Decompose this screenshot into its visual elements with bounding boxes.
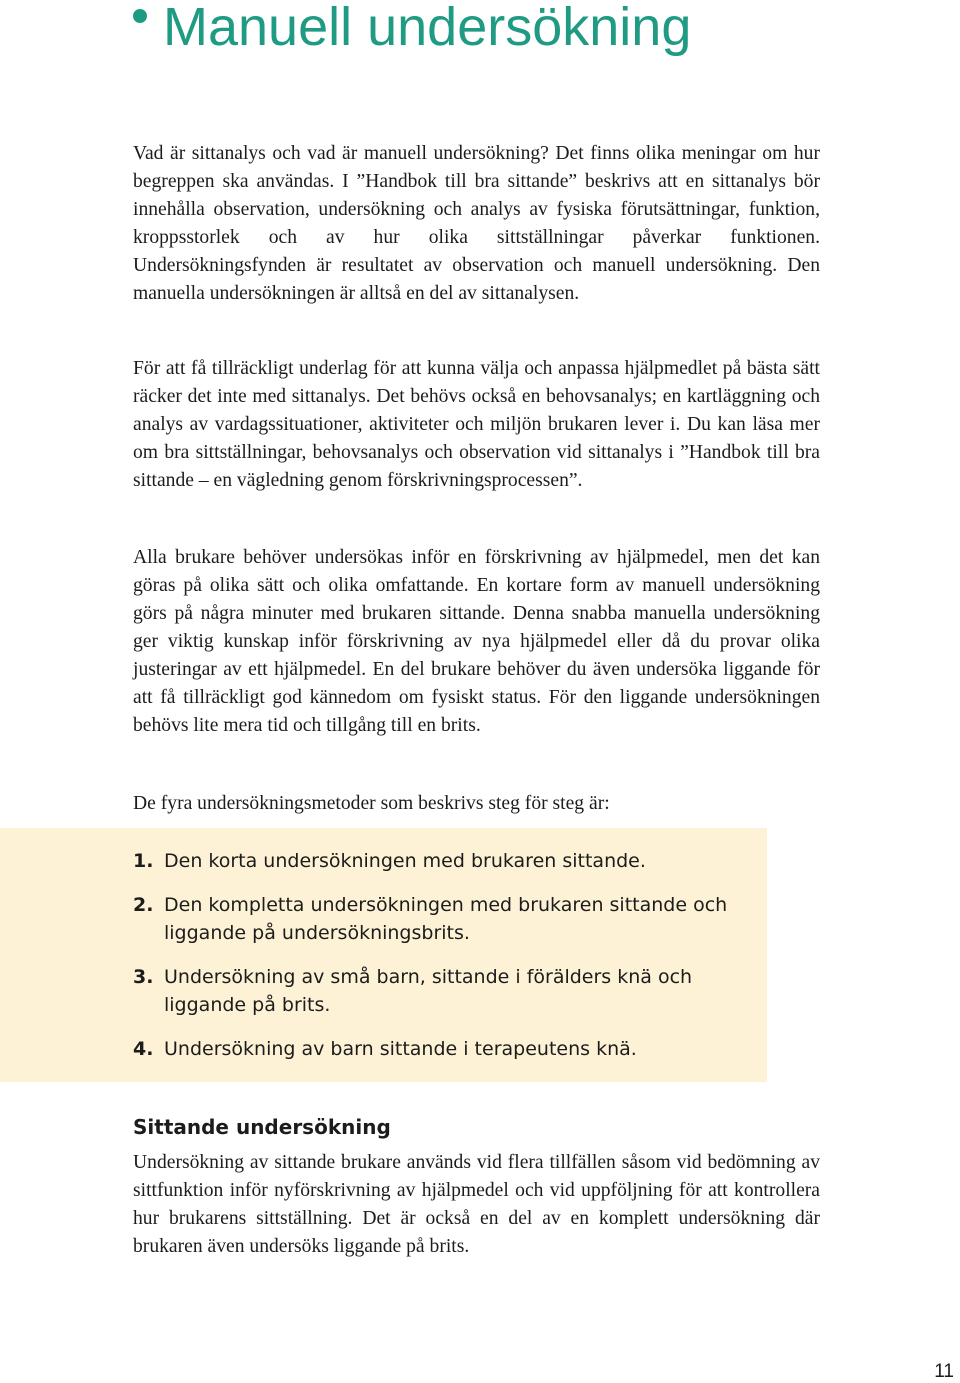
intro-paragraph: Vad är sittanalys och vad är manuell undersökning? Det finns olika meningar om hur begreppen ska användas. I ”Handbok till bra sittande” beskrivs att en sittanalys bör innehålla observation, undersökning och analys av fysiska förutsättningar, funktion, kroppsstorlek och av hur olika sittställningar påverkar funktionen. Undersökningsfynden är resultatet av observation och manuell undersökning. Den manuella undersökningen är alltså en del av sittanalysen. (133, 143, 820, 304)
list-item-number: 4. (133, 1038, 154, 1060)
list-item-text: Undersökning av små barn, sittande i förälders knä och liggande på brits. (164, 966, 693, 1016)
list-item-text: Undersökning av barn sittande i terapeutens knä. (164, 1038, 637, 1060)
title-bullet-icon (133, 9, 147, 23)
page-title: Manuell undersökning (163, 0, 692, 57)
section-paragraph: Undersökning av sittande brukare används vid flera tillfällen såsom vid bedömning av sittfunktion inför nyförskrivning av hjälpmedel och vid uppföljning för att kontrollera hur brukarens sittställning. Det är också en del av en komplett undersökning där brukaren även undersöks liggande på brits. (133, 1152, 820, 1257)
list-item (133, 847, 753, 875)
needs-analysis-paragraph: För att få tillräckligt underlag för att kunna välja och anpassa hjälpmedlet på bästa sätt räcker det inte med sittanalys. Det behövs också en behovsanalys; en kartläggning och analys av vardagssituationer, aktiviteter och miljön brukaren lever i. Du kan läsa mer om bra sittställningar, behovsanalys och observation vid sittanalys i ”Handbok till bra sittande – en vägledning genom förskrivningsprocessen”. (133, 358, 820, 491)
list-item (133, 1035, 753, 1063)
list-item-text: Den kompletta undersökningen med brukaren sittande och liggande på undersökningsbrits. (164, 894, 728, 944)
page-number: 11 (934, 1361, 954, 1382)
examination-paragraph: Alla brukare behöver undersökas inför en förskrivning av hjälpmedel, men det kan göras på olika sätt och olika omfattande. En kortare form av manuell undersökning görs på några minuter med brukaren sittande. Denna snabba manuella undersökning ger viktig kunskap inför förskrivning av nya hjälpmedel eller då du provar olika justeringar av ett hjälpmedel. En del brukare behöver du även undersöka liggande för att få tillräckligt god kännedom om fysiskt status. För den liggande undersökningen behövs lite mera tid och tillgång till en brits. (133, 547, 820, 736)
methods-intro-paragraph: De fyra undersökningsmetoder som beskrivs steg för steg är: (133, 793, 610, 814)
list-item (133, 963, 753, 1019)
list-item-text: Den korta undersökningen med brukaren sittande. (164, 850, 646, 872)
list-item-number: 3. (133, 966, 154, 988)
list-item (133, 891, 753, 947)
list-item-number: 2. (133, 894, 154, 916)
section-heading: Sittande undersökning (133, 1115, 391, 1139)
list-item-number: 1. (133, 850, 154, 872)
methods-list (133, 847, 753, 1079)
